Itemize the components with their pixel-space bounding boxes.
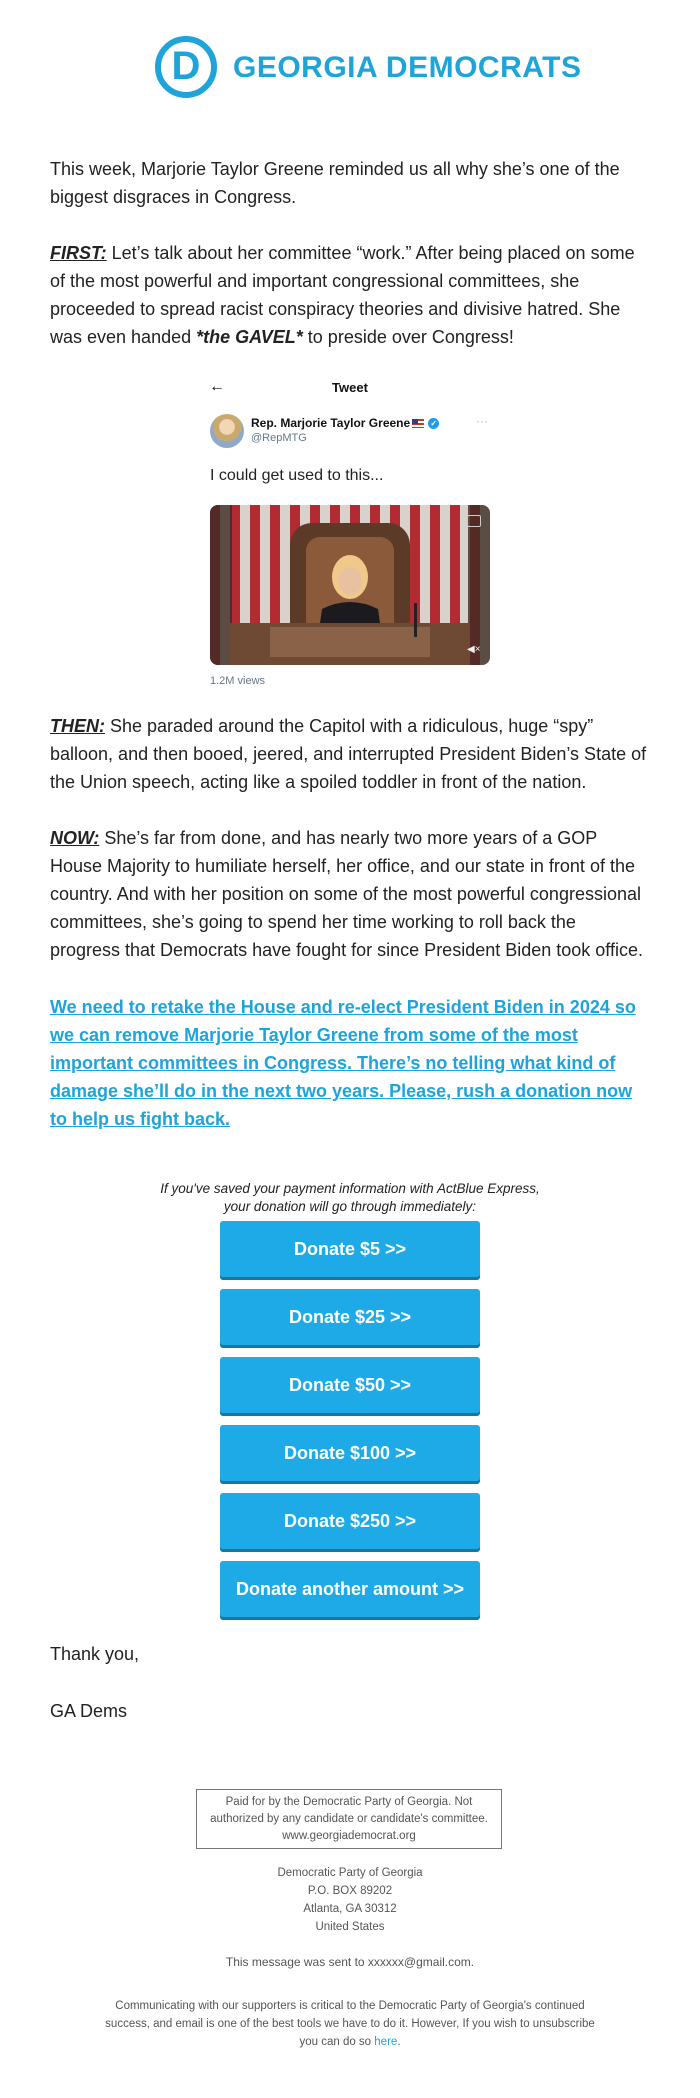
media-options-icon[interactable]: [467, 515, 481, 527]
verified-icon: ✓: [428, 418, 439, 429]
unsubscribe-end: .: [397, 2036, 401, 2048]
actblue-note: [100, 1180, 600, 1216]
closing: Thank you,: [50, 1644, 140, 1664]
then-paragraph: [50, 712, 650, 796]
disclaimer-website: www.georgiademocrat.org: [282, 1830, 416, 1842]
tweet-title: Tweet: [332, 380, 368, 395]
tweet-header: [205, 378, 495, 398]
address-city: Atlanta, GA 30312: [303, 1903, 397, 1915]
logo-text: GEORGIA DEMOCRATS: [233, 51, 582, 84]
actblue-note-line2: your donation will go through immediately:: [223, 1199, 477, 1214]
mute-icon[interactable]: ◀×: [467, 644, 481, 655]
donate-5-button[interactable]: Donate $5 >>: [220, 1221, 480, 1277]
tweet-author[interactable]: [251, 416, 439, 430]
address-pobox: P.O. BOX 89202: [307, 1885, 393, 1897]
first-text: Let’s talk about her committee “work.” After being placed on some of the most powerful and important congressional committees, she proceeded to spread racist conspiracy theories and divisive hatred. She was even handed: [50, 243, 635, 347]
now-text: She’s far from done, and has nearly two more years of a GOP House Majority to humiliate herself, her office, and our state in front of the country. And with her position on some of the most powerful congressional committees, she’s going to spend her time working to roll back the progress that Democrats have fought for since President Biden took office.: [50, 828, 643, 960]
donate-50-button[interactable]: Donate $50 >>: [220, 1357, 480, 1413]
tweet-handle: @RepMTG: [251, 432, 307, 444]
arrow-left-icon[interactable]: ←: [209, 378, 225, 395]
tweet-author-name: Rep. Marjorie Taylor Greene: [251, 416, 411, 430]
embedded-tweet[interactable]: [205, 370, 495, 692]
address-org: Democratic Party of Georgia: [277, 1867, 423, 1879]
first-text-end: to preside over Congress!: [302, 327, 514, 347]
more-options-icon[interactable]: ···: [476, 414, 488, 428]
donate-100-button[interactable]: Donate $100 >>: [220, 1425, 480, 1481]
unsubscribe-note: [100, 1997, 600, 2051]
then-lead: THEN:: [50, 716, 105, 736]
disclaimer-line1: Paid for by the Democratic Party of Georgia. Not: [225, 1796, 473, 1808]
intro-paragraph: This week, Marjorie Taylor Greene reminded us all why she’s one of the biggest disgraces in Congress.: [50, 159, 620, 207]
now-lead: NOW:: [50, 828, 100, 848]
now-paragraph: [50, 824, 650, 964]
disclaimer-line2: authorized by any candidate or candidate's committee.: [210, 1813, 488, 1825]
then-text: She paraded around the Capitol with a ridiculous, huge “spy” balloon, and then booed, jeered, and interrupted President Biden’s State of the Union speech, acting like a spoiled toddler in front of the nation.: [50, 716, 647, 792]
actblue-note-line1: If you've saved your payment information with ActBlue Express,: [160, 1181, 540, 1196]
logo-mark-icon: D: [155, 36, 217, 98]
first-paragraph: [50, 239, 650, 351]
donate-250-button[interactable]: Donate $250 >>: [220, 1493, 480, 1549]
us-flag-icon: [412, 419, 424, 428]
first-lead: FIRST:: [50, 243, 107, 263]
gavel-emphasis: *the GAVEL*: [196, 327, 303, 347]
house-chamber-image: [210, 505, 490, 665]
sent-to-notice: This message was sent to xxxxxx@gmail.com.: [225, 1955, 475, 1969]
tweet-views: 1.2M views: [210, 675, 266, 687]
signature: GA Dems: [50, 1701, 128, 1721]
unsubscribe-link[interactable]: here: [374, 2036, 398, 2048]
georgia-democrats-logo[interactable]: [155, 36, 582, 104]
address-country: United States: [315, 1921, 385, 1933]
donate-other-amount-button[interactable]: Donate another amount >>: [220, 1561, 480, 1617]
donate-call-to-action-link[interactable]: We need to retake the House and re-elect President Biden in 2024 so we can remove Marjorie Taylor Greene from some of the most important committees in Congress. There’s no telling what kind of damage she’ll do in the next two years. Please, rush a donation now to help us fight back.: [50, 997, 636, 1129]
unsubscribe-text: Communicating with our supporters is critical to the Democratic Party of Georgia's continued success, and email is one of the best tools we have to do it. However, If you wish to unsubscribe you can do so: [105, 2000, 595, 2048]
donate-25-button[interactable]: Donate $25 >>: [220, 1289, 480, 1345]
tweet-video[interactable]: [210, 505, 490, 665]
avatar[interactable]: [210, 414, 244, 448]
paid-for-disclaimer: [196, 1789, 502, 1849]
tweet-text: I could get used to this...: [210, 467, 384, 484]
